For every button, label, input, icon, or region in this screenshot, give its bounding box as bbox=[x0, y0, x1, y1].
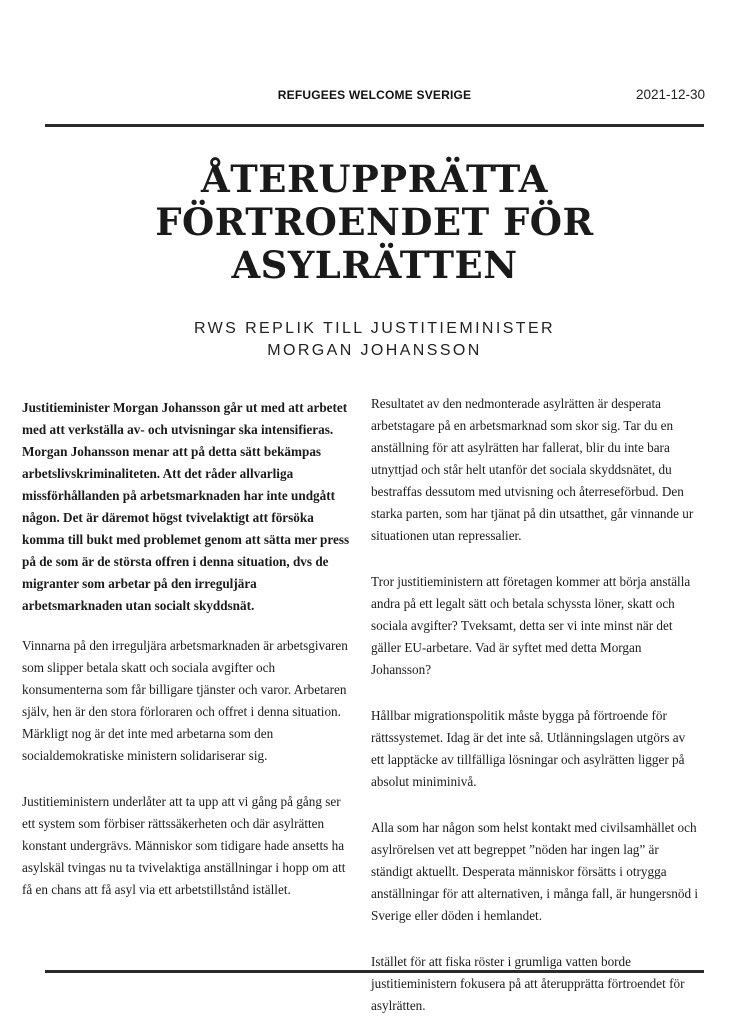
right-column bbox=[371, 393, 701, 1017]
header-divider bbox=[45, 124, 704, 127]
title-line: ÅTERUPPRÄTTA bbox=[201, 157, 548, 201]
body-paragraph: Justitieminister Morgan Johansson går ut med att arbetet med att verkställa av- och utvisningar ska intensifieras. Morgan Johansson menar att på detta sätt bekämpas arbetslivskriminaliteten. Att det råder allvarliga missförhållanden på arbetsmarknaden har inte undgått någon. Det är däremot högst tvivelaktigt att försöka komma till bukt med problemet genom att sätta mer press på de som är de största offren i denna situation, dvs de migranter som arbetar på den irreguljära arbetsmarknaden utan socialt skyddsnät. bbox=[22, 400, 350, 613]
publication-date: 2021-12-30 bbox=[635, 87, 705, 102]
body-paragraph: Hållbar migrationspolitik måste bygga på förtroende för rättssystemet. Idag är det inte så. Utlänningslagen utgörs av ett lapptäcke av tillfälliga lösningar och asylrätten ligger på absolut miniminivå. bbox=[371, 708, 686, 789]
article-subtitle bbox=[0, 318, 749, 362]
title-line: ASYLRÄTTEN bbox=[231, 243, 518, 287]
article-title bbox=[0, 158, 749, 287]
body-paragraph: Justitieministern underlåter att ta upp att vi gång på gång ser ett system som förbiser rättssäkerheten och där asylrätten konstant undergrävs. Människor som tidigare hade ansetts ha asylskäl tvingas nu ta tvivelaktiga anställningar i hopp om att få en chans att få asyl via ett arbetstillstånd istället. bbox=[22, 794, 346, 897]
left-column bbox=[22, 397, 352, 901]
body-paragraph: Istället för att fiska röster i grumliga vatten borde justitieministern fokusera på att återupprätta förtroendet för asylrätten. bbox=[371, 954, 685, 1013]
body-paragraph: Alla som har någon som helst kontakt med civilsamhället och asylrörelsen vet att begreppet ”nöden har ingen lag” är ständigt aktuellt. Desperata människor försätts i otrygga anställningar för att alternativen, i många fall, är hungersnöd i Sverige eller döden i hemlandet. bbox=[371, 820, 699, 923]
title-line: FÖRTROENDET FÖR bbox=[155, 200, 594, 244]
footer-divider bbox=[45, 970, 704, 973]
subtitle-line: MORGAN JOHANSSON bbox=[267, 342, 482, 359]
body-paragraph: Tror justitieministern att företagen kommer att börja anställa andra på ett legalt sätt och betala schyssta löner, skatt och sociala avgifter? Tveksamt, detta ser vi inte minst när det gäller EU-arbetare. Vad är syftet med detta Morgan Johansson? bbox=[371, 574, 691, 677]
page-header bbox=[0, 0, 749, 120]
body-paragraph: Resultatet av den nedmonterade asylrätten är desperata arbetstagare på en arbetsmarknad som skor sig. Tar du en anställning för att asylrätten har fallerat, blir du inte bara utnyttjad och står helt utanför det sociala skyddsnätet, du bestraffas dessutom med utvisning och återreseförbud. Den starka parten, som har tjänat på din utsatthet, går vinnande ur situationen utan repressalier. bbox=[371, 396, 694, 543]
body-paragraph: Vinnarna på den irreguljära arbetsmarknaden är arbetsgivaren som slipper betala skatt och sociala avgifter och konsumenterna som får billigare tjänster och varor. Arbetaren själv, hen är den stora förloraren och offret i denna situation. Märkligt nog är det inte med arbetarna som den socialdemokratiske ministern solidariserar sig. bbox=[22, 638, 348, 763]
organization-name: REFUGEES WELCOME SVERIGE bbox=[277, 88, 472, 102]
subtitle-line: RWS REPLIK TILL JUSTITIEMINISTER bbox=[193, 320, 555, 337]
